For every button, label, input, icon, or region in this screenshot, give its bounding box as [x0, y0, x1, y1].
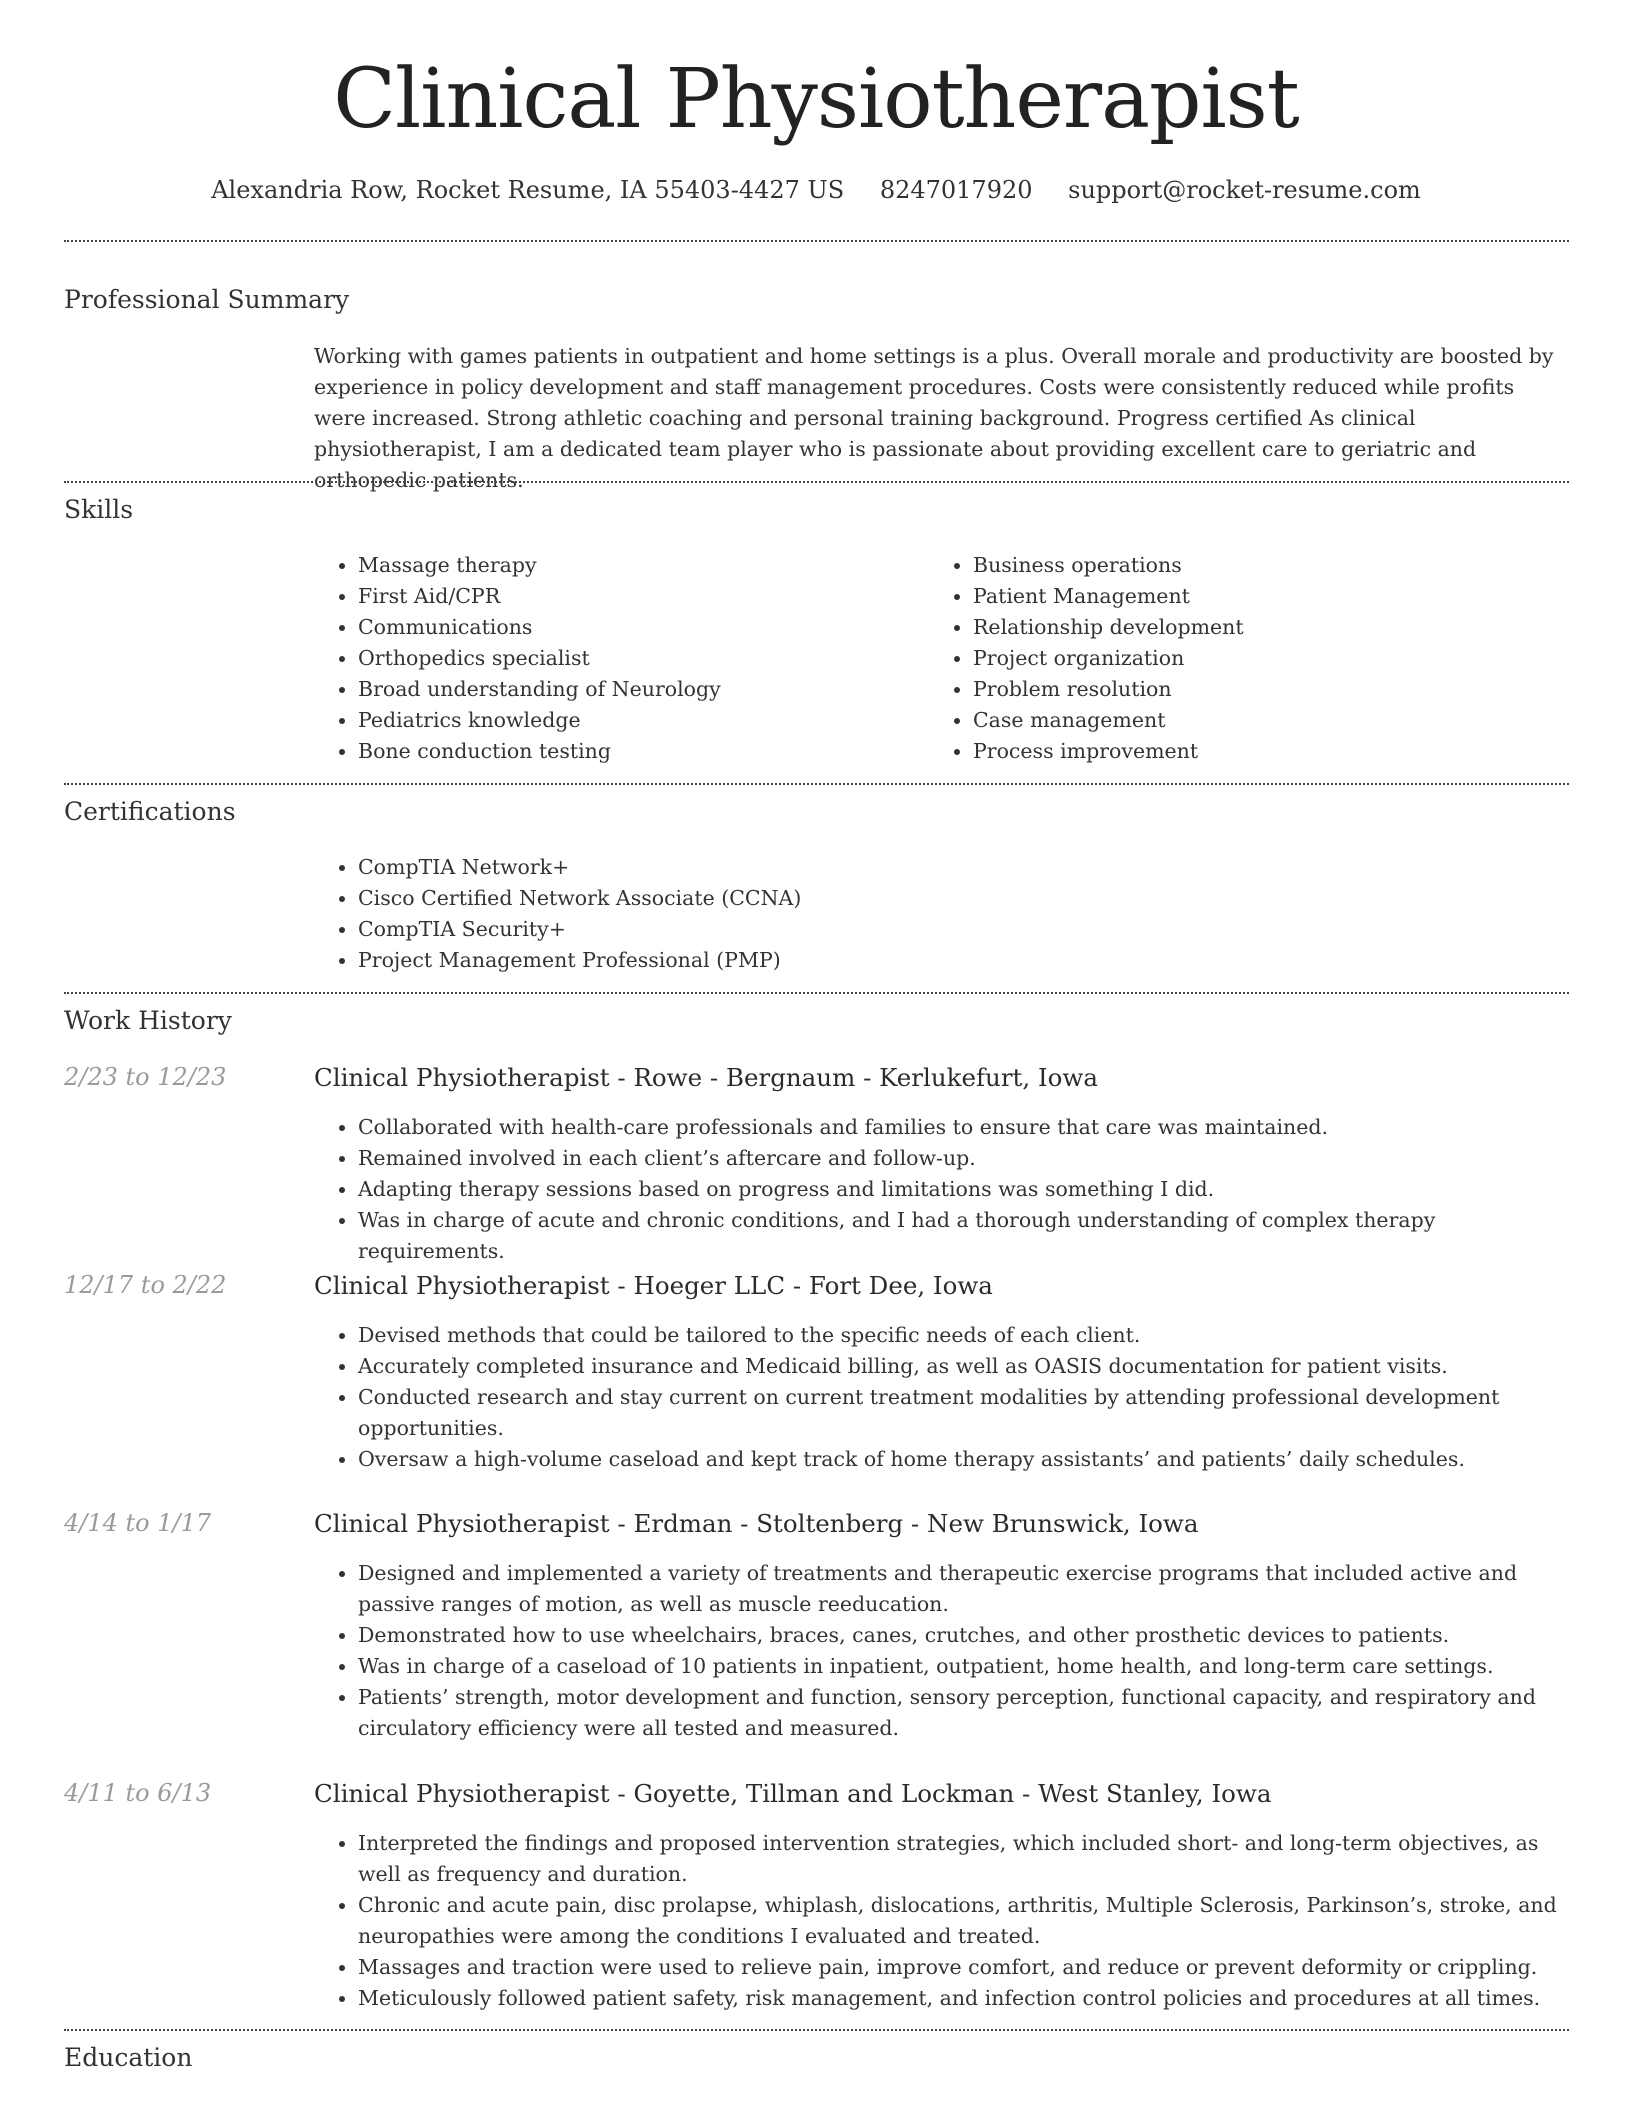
summary-heading: Professional Summary [64, 285, 350, 314]
job-bullet: • Demonstrated how to use wheelchairs, braces, canes, crutches, and other prosthetic devices to patients. [358, 1620, 1569, 1651]
job-bullet: • Designed and implemented a variety of treatments and therapeutic exercise programs that included active and passive ranges of motion, as well as muscle reeducation. [358, 1558, 1569, 1620]
skill-item: • Broad understanding of Neurology [358, 674, 874, 705]
job-bullets [314, 1320, 1569, 1475]
skills-left-column [314, 550, 874, 767]
certifications-heading: Certifications [64, 797, 236, 826]
job-dates: 4/14 to 1/17 [64, 1509, 212, 1537]
job-bullet: • Oversaw a high-volume caseload and kept track of home therapy assistants’ and patients’ daily schedules. [358, 1444, 1569, 1475]
job-bullet: • Remained involved in each client’s aftercare and follow-up. [358, 1143, 1569, 1174]
contact-phone: 8247017920 [879, 176, 1033, 204]
job-title: Clinical Physiotherapist - Hoeger LLC - Fort Dee, Iowa [314, 1271, 993, 1300]
section-divider [64, 481, 1569, 483]
skill-item: • Orthopedics specialist [358, 643, 874, 674]
skill-item: • Problem resolution [973, 674, 1489, 705]
candidate-title: Clinical Physiotherapist [333, 52, 1299, 147]
resume-header [0, 0, 1632, 204]
job-dates: 12/17 to 2/22 [64, 1271, 227, 1299]
summary-text: Working with games patients in outpatient and home settings is a plus. Overall morale and productivity are boosted by experience in policy development and staff management procedures. Costs were consistently reduced while profits were increased. Strong athletic coaching and personal training background. Progress certified As clinical physiotherapist, I am a dedicated team player who is passionate about providing excellent care to geriatric and orthopedic patients. [314, 344, 1554, 492]
job-bullet: • Adapting therapy sessions based on progress and limitations was something I did. [358, 1174, 1569, 1205]
certification-item: • CompTIA Security+ [358, 914, 1569, 945]
job-bullet: • Interpreted the findings and proposed intervention strategies, which included short- and long-term objectives, as well as frequency and duration. [358, 1828, 1569, 1890]
skill-item: • Bone conduction testing [358, 736, 874, 767]
certification-item: • Cisco Certified Network Associate (CCNA) [358, 883, 1569, 914]
job-bullet: • Meticulously followed patient safety, risk management, and infection control policies and procedures at all times. [358, 1983, 1569, 2014]
education-heading: Education [64, 2043, 193, 2072]
skill-item: • Massage therapy [358, 550, 874, 581]
job-bullet: • Massages and traction were used to relieve pain, improve comfort, and reduce or prevent deformity or crippling. [358, 1952, 1569, 1983]
section-divider [64, 992, 1569, 994]
section-divider [64, 783, 1569, 785]
job-bullet: • Patients’ strength, motor development and function, sensory perception, functional capacity, and respiratory and circulatory efficiency were all tested and measured. [358, 1682, 1569, 1744]
job-title: Clinical Physiotherapist - Rowe - Bergnaum - Kerlukefurt, Iowa [314, 1063, 1098, 1092]
skills-right-column [929, 550, 1489, 767]
contact-email: support@rocket-resume.com [1068, 176, 1421, 204]
job-bullet: • Devised methods that could be tailored to the specific needs of each client. [358, 1320, 1569, 1351]
job-bullets [314, 1558, 1569, 1744]
certification-item: • Project Management Professional (PMP) [358, 945, 1569, 976]
job-bullets [314, 1828, 1569, 2014]
skills-heading: Skills [64, 495, 134, 524]
skill-item: • Pediatrics knowledge [358, 705, 874, 736]
skill-item: • Communications [358, 612, 874, 643]
summary-section [314, 341, 1569, 496]
skill-item: • Relationship development [973, 612, 1489, 643]
section-divider [64, 240, 1569, 242]
job-title: Clinical Physiotherapist - Goyette, Tillman and Lockman - West Stanley, Iowa [314, 1779, 1272, 1808]
job-bullet: • Chronic and acute pain, disc prolapse, whiplash, dislocations, arthritis, Multiple Sclerosis, Parkinson’s, stroke, and neuropathies were among the conditions I evaluated and treated. [358, 1890, 1569, 1952]
certifications-section [314, 852, 1569, 976]
job-bullet: • Collaborated with health-care professionals and families to ensure that care was maintained. [358, 1112, 1569, 1143]
work-history-heading: Work History [64, 1006, 232, 1035]
job-bullet: • Was in charge of acute and chronic conditions, and I had a thorough understanding of complex therapy requirements. [358, 1205, 1569, 1267]
job-bullet: • Accurately completed insurance and Medicaid billing, as well as OASIS documentation for patient visits. [358, 1351, 1569, 1382]
skill-item: • Patient Management [973, 581, 1489, 612]
skill-item: • Project organization [973, 643, 1489, 674]
job-dates: 2/23 to 12/23 [64, 1063, 227, 1091]
contact-address: Alexandria Row, Rocket Resume, IA 55403-4427 US [211, 176, 845, 204]
skill-item: • Business operations [973, 550, 1489, 581]
certification-item: • CompTIA Network+ [358, 852, 1569, 883]
job-dates: 4/11 to 6/13 [64, 1779, 212, 1807]
job-bullet: • Was in charge of a caseload of 10 patients in inpatient, outpatient, home health, and long-term care settings. [358, 1651, 1569, 1682]
section-divider [64, 2029, 1569, 2031]
job-bullets [314, 1112, 1569, 1267]
contact-line [0, 176, 1632, 204]
skill-item: • Case management [973, 705, 1489, 736]
skill-item: • First Aid/CPR [358, 581, 874, 612]
job-title: Clinical Physiotherapist - Erdman - Stoltenberg - New Brunswick, Iowa [314, 1509, 1199, 1538]
job-bullet: • Conducted research and stay current on current treatment modalities by attending professional development opportunities. [358, 1382, 1569, 1444]
skill-item: • Process improvement [973, 736, 1489, 767]
